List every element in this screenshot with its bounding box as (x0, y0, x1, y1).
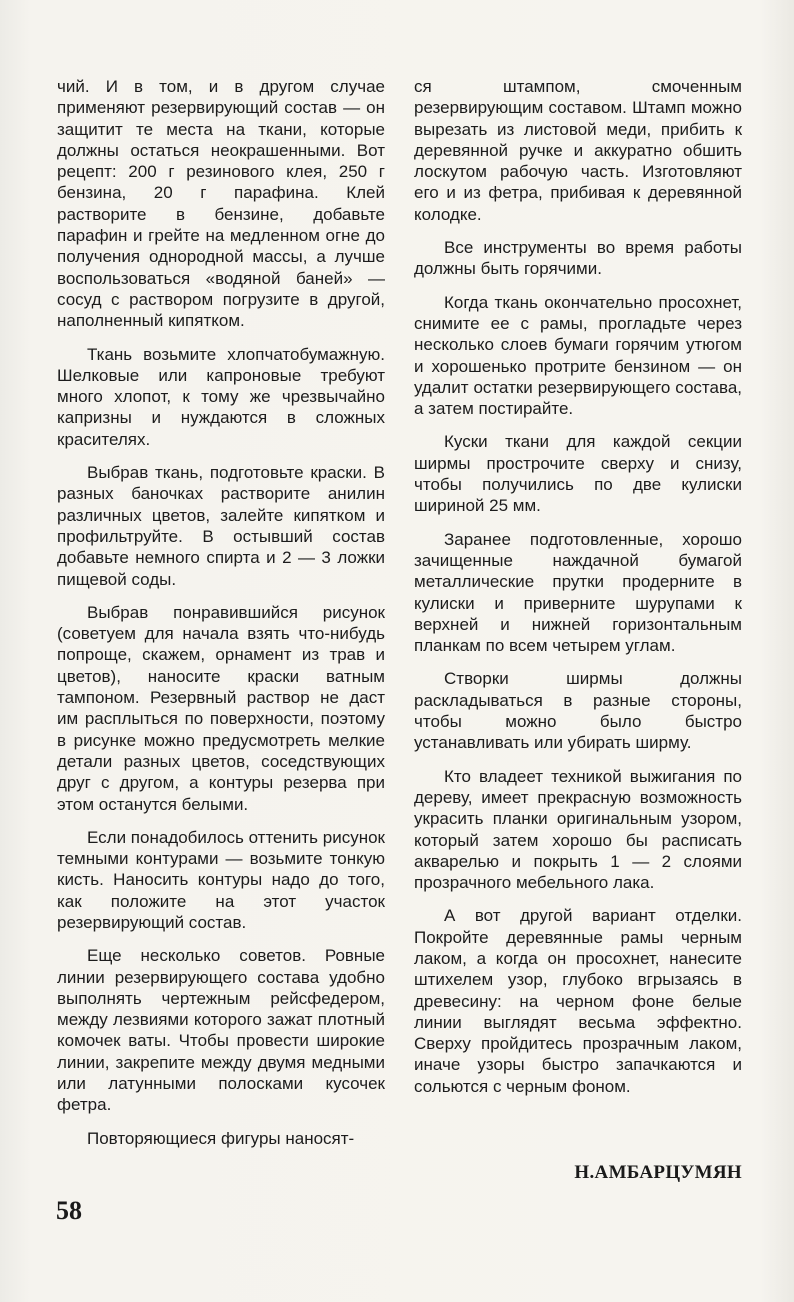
paragraph: Кто владеет техникой выжигания по дереву, имеет прекрасную возможность украсить планки оригинальным узором, который затем хорошо бы расписать акварелью и покрыть 1 — 2 слоями прозрачного мебельного лака. (414, 766, 742, 893)
right-column (414, 76, 742, 1109)
paragraph: ся штампом, смоченным резервирующим составом. Штамп можно вырезать из листовой меди, прибить к деревянной ручке и аккуратно обшить лоскутом рабочую часть. Изготовляют его и из фетра, прибивая к деревянной колодке. (414, 77, 742, 224)
paragraph: Выбрав ткань, подготовьте краски. В разных баночках растворите анилин различных цветов, залейте кипятком и профильтруйте. В остывший состав добавьте немного спирта и 2 — 3 ложки пищевой соды. (57, 463, 385, 589)
paragraph: Заранее подготовленные, хорошо зачищенные наждачной бумагой металлические прутки продерните в кулиски и приверните шурупами к верхней и нижней горизонтальным планкам по всем четырем углам. (414, 529, 742, 656)
paragraph: А вот другой вариант отделки. Покройте деревянные рамы черным лаком, а когда он просохнет, нанесите штихелем узор, глубоко вгрызаясь в древесину: на черном фоне белые линии выглядят весьма эффектно. Сверху пройдитесь прозрачным лаком, иначе узоры быстро запачкаются и сольются с черным фоном. (414, 906, 742, 1096)
paragraph: Выбрав понравившийся рисунок (советуем для начала взять что-нибудь попроще, скажем, орнамент из трав и цветов), наносите краски ватным тампоном. Резервный раствор не даст им расплыться по поверхности, поэтому в рисунке можно предусмотреть мелкие детали разных цветов, соседствующих друг с другом, а контуры резерва при этом останутся белыми. (57, 602, 385, 814)
paragraph: Когда ткань окончательно просохнет, снимите ее с рамы, прогладьте через несколько слоев бумаги горячим утюгом и хорошенько протрите бензином — он удалит остатки резервирующего состава, а затем постирайте. (414, 292, 742, 419)
paragraph: Створки ширмы должны раскладываться в разные стороны, чтобы можно было быстро устанавливать или убирать ширму. (414, 669, 742, 753)
author-signature: Н.АМБАРЦУМЯН (574, 1162, 742, 1183)
paragraph: Еще несколько советов. Ровные линии резервирующего состава удобно выполнять чертежным рейсфедером, между лезвиями которого зажат плотный комочек ваты. Чтобы провести широкие линии, закрепите между двумя медными или латунными полосками кусочек фетра. (57, 946, 385, 1115)
paragraph: Если понадобилось оттенить рисунок темными контурами — возьмите тонкую кисть. Наносить контуры надо до того, как положите на этот участок резервирующий состав. (57, 827, 385, 932)
paragraph: Повторяющиеся фигуры наносят- (87, 1128, 355, 1148)
page-number: 58 (56, 1196, 82, 1225)
paragraph: Все инструменты во время работы должны быть горячими. (414, 238, 742, 279)
paragraph: чий. И в том, и в другом случае применяют резервирующий состав — он защитит те места на ткани, которые должны остаться неокрашенными. Вот рецепт: 200 г резинового клея, 250 г бензина, 20 г парафина. Клей растворите в бензине, добавьте парафин и грейте на медленном огне до получения однородной массы, а лучше воспользоваться «водяной баней» — сосуд с раствором погрузите в другой, наполненный кипятком. (57, 77, 385, 331)
left-column (57, 76, 385, 1161)
paragraph: Ткань возьмите хлопчатобумажную. Шелковые или капроновые требуют много хлопот, к тому же чрезвычайно капризны и нуждаются в сложных красителях. (57, 344, 385, 449)
paragraph: Куски ткани для каждой секции ширмы прострочите сверху и снизу, чтобы получились по две кулиски шириной 25 мм. (414, 432, 742, 516)
